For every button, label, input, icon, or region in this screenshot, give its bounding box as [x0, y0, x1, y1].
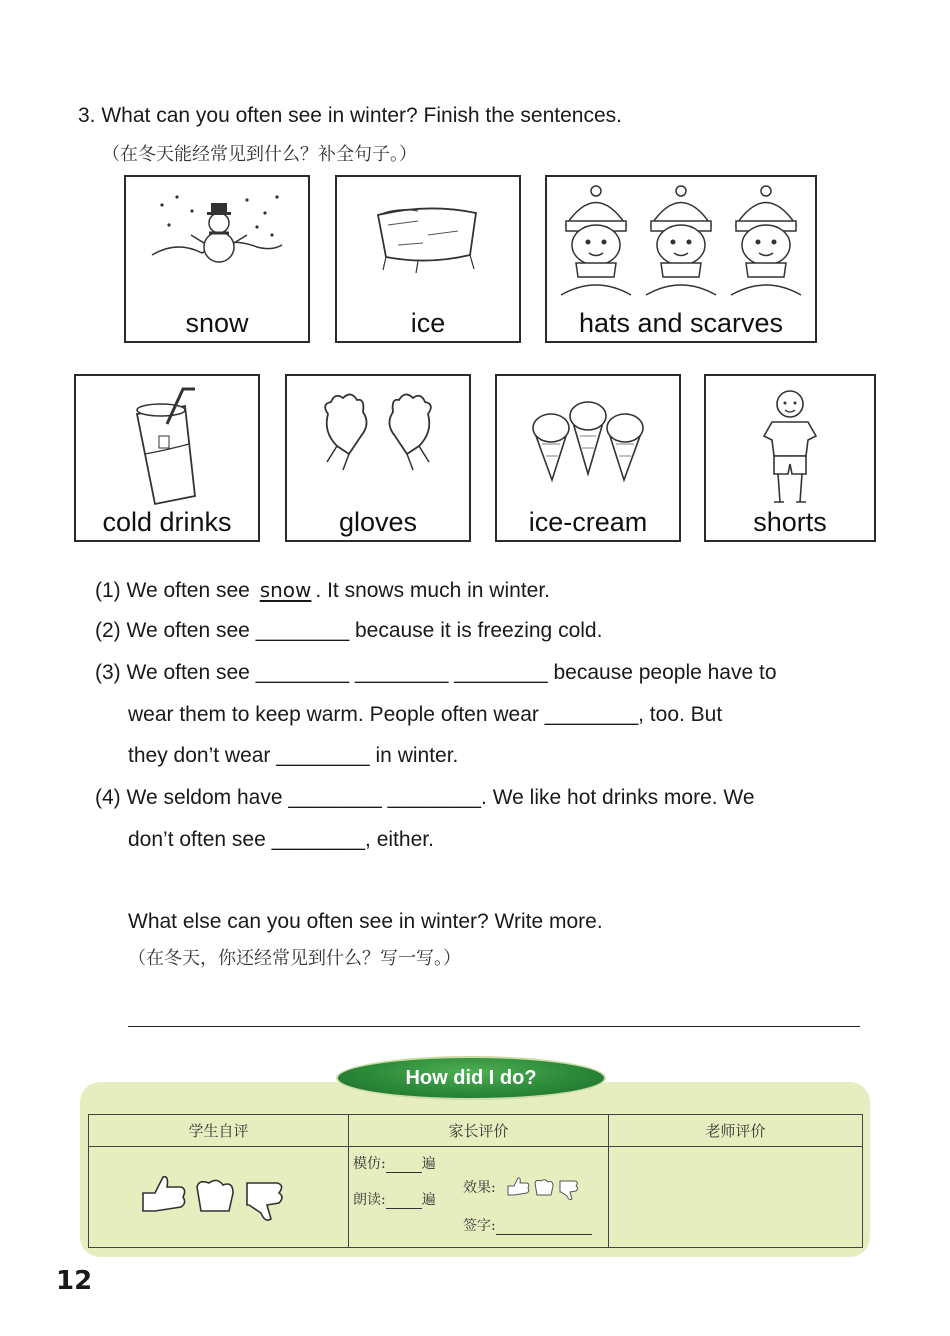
- card-snow: [124, 175, 310, 343]
- page-number: 12: [56, 1266, 93, 1296]
- write-more-title: What else can you often see in winter? Write more.: [128, 910, 603, 933]
- snowman-icon: [147, 185, 287, 285]
- sentence-3-line-3: they don’t wear ________ in winter.: [128, 744, 459, 767]
- card-label: shorts: [753, 507, 827, 537]
- sentence-3-line-1: (3) We often see ________ ________ ________ because people have to: [95, 661, 777, 684]
- teacher-eval-header: 老师评价: [609, 1115, 863, 1147]
- cold-drink-icon: [117, 384, 217, 509]
- sentence-2: (2) We often see ________ because it is freezing cold.: [95, 619, 603, 642]
- teacher-eval-cell[interactable]: [609, 1147, 863, 1248]
- parent-eval-header: 家长评价: [349, 1115, 609, 1147]
- card-ice-cream: [495, 374, 681, 542]
- card-hats-scarves: [545, 175, 817, 343]
- sentence-4-line-2: don’t often see ________, either.: [128, 828, 434, 851]
- write-more-line[interactable]: [128, 1026, 860, 1027]
- read-row: [353, 1189, 436, 1209]
- sentence-1: [95, 578, 550, 603]
- card-cold-drinks: [74, 374, 260, 542]
- card-shorts: [704, 374, 876, 542]
- card-gloves: [285, 374, 471, 542]
- question-subtitle: （在冬天能经常见到什么？补全句子。）: [102, 144, 417, 165]
- student-eval-header: 学生自评: [89, 1115, 349, 1147]
- card-label: gloves: [338, 507, 418, 537]
- student-eval-cell: [89, 1147, 349, 1248]
- read-blank[interactable]: [386, 1192, 422, 1209]
- sign-blank[interactable]: [496, 1218, 592, 1235]
- parent-eval-cell: [349, 1147, 609, 1248]
- card-label: snow: [185, 308, 249, 338]
- thumbs-rating-icon[interactable]: [137, 1167, 297, 1227]
- effect-thumbs-icon[interactable]: [500, 1173, 590, 1203]
- read-times: 遍: [421, 1192, 436, 1208]
- sentence-1-answer: snow: [259, 578, 312, 602]
- how-did-i-do-badge: How did I do?: [336, 1056, 606, 1100]
- boy-in-shorts-icon: [750, 384, 830, 514]
- imitate-label: 模仿:: [353, 1156, 386, 1172]
- children-hats-scarves-icon: [556, 185, 806, 300]
- effect-row: [463, 1173, 590, 1203]
- evaluation-table: [88, 1114, 863, 1248]
- write-more-subtitle: （在冬天，你还经常见到什么？写一写。）: [128, 948, 461, 969]
- imitate-row: [353, 1153, 436, 1173]
- card-label: hats and scarves: [578, 308, 784, 338]
- card-ice: [335, 175, 521, 343]
- ice-icon: [358, 185, 498, 285]
- sign-row: [463, 1215, 592, 1235]
- card-label: ice-cream: [528, 507, 648, 537]
- card-label: ice: [410, 308, 446, 338]
- sentence-4-line-1: (4) We seldom have ________ ________. We like hot drinks more. We: [95, 786, 755, 809]
- sentence-1-prefix: (1) We often see: [95, 579, 250, 602]
- sign-label: 签字:: [463, 1218, 496, 1234]
- card-label: cold drinks: [102, 507, 232, 537]
- imitate-times: 遍: [421, 1156, 436, 1172]
- gloves-icon: [313, 384, 443, 474]
- ice-cream-icon: [518, 384, 658, 484]
- sentence-1-suffix: . It snows much in winter.: [315, 579, 550, 602]
- effect-label: 效果:: [463, 1180, 496, 1196]
- read-label: 朗读:: [353, 1192, 386, 1208]
- question-title: 3. What can you often see in winter? Finish the sentences.: [78, 104, 622, 127]
- sentence-3-line-2: wear them to keep warm. People often wear ________, too. But: [128, 703, 723, 726]
- imitate-blank[interactable]: [386, 1156, 422, 1173]
